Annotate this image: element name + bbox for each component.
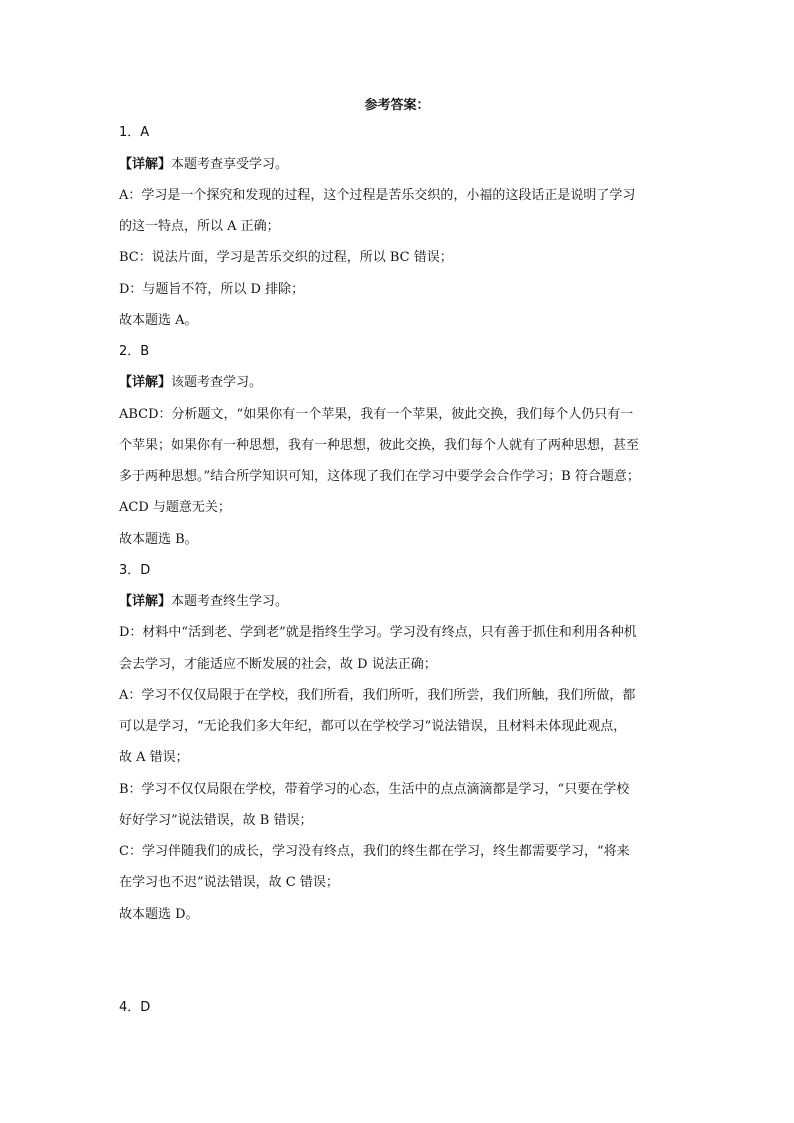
- q1-detail: [119, 155, 689, 175]
- q3-line: 可以是学习，“无论我们多大年纪，都可以在学校学习”说法错误，且材料未体现此观点，: [119, 719, 627, 734]
- q1-line: BC：说法片面，学习是苦乐交织的过程，所以 BC 错误；: [119, 250, 453, 265]
- q2-detail-text: 该题考查学习。: [171, 375, 263, 390]
- q1-line: D：与题旨不符，所以 D 排除；: [119, 282, 305, 297]
- page-title: 参考答案：: [364, 98, 430, 113]
- q1-answer: 1．A: [119, 125, 150, 140]
- q3-line: 故本题选 D。: [119, 907, 199, 922]
- q1-line: 的这一特点，所以 A 正确；: [119, 219, 280, 234]
- q3-line: 好好学习”说法错误，故 B 错误；: [119, 813, 313, 828]
- q1-detail-text: 本题考查享受学习。: [171, 157, 289, 172]
- q3-detail: [119, 592, 689, 612]
- q2-detail: [119, 373, 689, 393]
- q3-line: C：学习伴随我们的成长，学习没有终点，我们的终生都在学习，终生都需要学习，“将来: [119, 844, 630, 859]
- q1-line: 故本题选 A。: [119, 313, 198, 328]
- q4-answer: 4．D: [119, 1000, 151, 1015]
- q2-line: 个苹果；如果你有一种思想，我有一种思想，彼此交换，我们每个人就有了两种思想，甚至: [119, 438, 640, 453]
- q3-answer: 3．D: [119, 563, 151, 578]
- q1-detail-tag: 【详解】: [119, 157, 172, 172]
- q2-line: ACD 与题意无关；: [119, 500, 231, 515]
- q1-line: A：学习是一个探究和发现的过程，这个过程是苦乐交织的，小福的这段话正是说明了学习: [119, 188, 636, 203]
- q2-line: 故本题选 B。: [119, 532, 198, 547]
- q3-line: 会去学习，才能适应不断发展的社会，故 D 说法正确；: [119, 657, 437, 672]
- q2-line: ABCD：分析题文，“如果你有一个苹果，我有一个苹果，彼此交换，我们每个人仍只有一: [119, 407, 634, 422]
- q3-line: A：学习不仅仅局限于在学校，我们所看，我们所听，我们所尝，我们所触，我们所做，都: [119, 688, 636, 703]
- q3-line: 故 A 错误；: [119, 750, 189, 765]
- q2-detail-tag: 【详解】: [119, 375, 172, 390]
- q3-line: B：学习不仅仅局限在学校，带着学习的心态，生活中的点点滴滴都是学习，“只要在学校: [119, 782, 630, 797]
- q3-detail-text: 本题考查终生学习。: [171, 594, 289, 609]
- q3-detail-tag: 【详解】: [119, 594, 172, 609]
- q2-line: 多于两种思想。”结合所学知识可知，这体现了我们在学习中要学会合作学习；B 符合题意；: [119, 469, 640, 484]
- q3-line: D：材料中“活到老、学到老”就是指终生学习。学习没有终点，只有善于抓住和利用各种机: [119, 625, 637, 640]
- q2-answer: 2．B: [119, 344, 150, 359]
- q3-line: 在学习也不迟”说法错误，故 C 错误；: [119, 875, 339, 890]
